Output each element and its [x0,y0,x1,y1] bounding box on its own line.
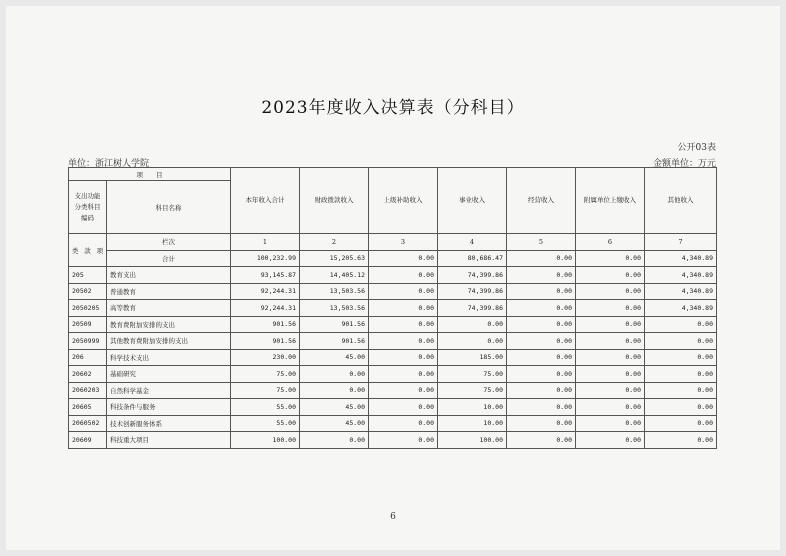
subject-name: 教育支出 [107,267,231,284]
amount-cell: 0.00 [507,316,576,333]
amount-cell: 0.00 [576,415,645,432]
amount-cell: 4,340.89 [645,300,717,317]
amount-cell: 93,145.87 [231,267,300,284]
amount-cell: 0.00 [369,432,438,449]
amount-cell: 0.00 [369,300,438,317]
amount-cell: 901.56 [300,333,369,350]
subject-code: 2060203 [69,382,107,399]
xiang-label: 项 [96,246,104,255]
subject-code: 20609 [69,432,107,449]
total-cell: 0.00 [576,250,645,267]
table-row [69,415,717,432]
amount-cell: 0.00 [576,349,645,366]
amount-cell: 0.00 [576,300,645,317]
amount-cell: 45.00 [300,349,369,366]
unit-label: 单位：浙江树人学院 [68,159,150,169]
subject-name: 普通教育 [107,283,231,300]
table-row [69,283,717,300]
table-row [69,432,717,449]
subject-code: 20605 [69,399,107,416]
amount-cell: 45.00 [300,415,369,432]
table-row [69,349,717,366]
subject-code: 20509 [69,316,107,333]
amount-cell: 0.00 [369,399,438,416]
amount-cell: 10.00 [438,415,507,432]
subject-name: 科学技术支出 [107,349,231,366]
amount-cell: 4,340.89 [645,283,717,300]
col-operating-header: 经营收入 [507,168,576,234]
amount-cell: 45.00 [300,399,369,416]
amount-cell: 0.00 [576,382,645,399]
amount-cell: 0.00 [576,267,645,284]
amount-cell: 230.00 [231,349,300,366]
amount-cell: 10.00 [438,399,507,416]
amount-cell: 0.00 [507,415,576,432]
amount-cell: 0.00 [369,415,438,432]
subject-name: 科技重大项目 [107,432,231,449]
subject-name: 高等教育 [107,300,231,317]
subject-name: 教育费附加安排的支出 [107,316,231,333]
form-code: 公开03表 [677,143,716,153]
amount-cell: 75.00 [231,366,300,383]
col-affiliated-header: 附属单位上缴收入 [576,168,645,234]
amount-cell: 0.00 [645,399,717,416]
amount-cell: 0.00 [507,267,576,284]
amount-cell: 0.00 [507,349,576,366]
col-other-header: 其他收入 [645,168,717,234]
amount-cell: 0.00 [576,316,645,333]
amount-cell: 0.00 [300,382,369,399]
amount-cell: 55.00 [231,399,300,416]
amount-cell: 0.00 [576,432,645,449]
amount-cell: 74,399.86 [438,300,507,317]
amount-cell: 92,244.31 [231,283,300,300]
level-headers [69,234,107,267]
column-index: 5 [507,234,576,251]
amount-cell: 901.56 [231,316,300,333]
amount-cell: 100.00 [231,432,300,449]
row-order-label: 栏次 [107,234,231,251]
page-title: 2023年度收入决算表（分科目） [261,98,525,118]
amount-cell: 0.00 [300,432,369,449]
amount-cell: 13,503.56 [300,283,369,300]
amount-cell: 75.00 [438,382,507,399]
amount-cell: 901.56 [231,333,300,350]
table-row [69,399,717,416]
amount-cell: 901.56 [300,316,369,333]
subject-code: 206 [69,349,107,366]
total-cell: 15,205.63 [300,250,369,267]
amount-cell: 0.00 [576,366,645,383]
column-index: 2 [300,234,369,251]
total-cell: 0.00 [507,250,576,267]
subject-code: 2050999 [69,333,107,350]
subject-name: 其他教育费附加安排的支出 [107,333,231,350]
subject-code: 20602 [69,366,107,383]
amount-cell: 0.00 [645,382,717,399]
amount-cell: 4,340.89 [645,267,717,284]
amount-cell: 0.00 [507,283,576,300]
amount-cell: 0.00 [369,267,438,284]
col-business-header: 事业收入 [438,168,507,234]
amount-cell: 0.00 [576,283,645,300]
amount-cell: 0.00 [645,415,717,432]
column-index: 1 [231,234,300,251]
amount-cell: 0.00 [300,366,369,383]
amount-cell: 0.00 [645,333,717,350]
total-cell: 100,232.99 [231,250,300,267]
amount-cell: 0.00 [576,333,645,350]
amount-cell: 0.00 [507,382,576,399]
amount-cell: 74,399.86 [438,283,507,300]
amount-cell: 0.00 [507,432,576,449]
amount-cell: 0.00 [369,366,438,383]
total-label: 合计 [107,250,231,267]
kuan-label: 款 [84,246,91,255]
table-row [69,366,717,383]
amount-cell: 14,405.12 [300,267,369,284]
table-row [69,382,717,399]
item-header: 项 目 [69,168,231,181]
amount-cell: 0.00 [438,333,507,350]
amount-cell: 75.00 [231,382,300,399]
amount-cell: 100.00 [438,432,507,449]
subject-code: 205 [69,267,107,284]
amount-cell: 0.00 [645,349,717,366]
name-col-header: 科目名称 [107,181,231,234]
column-index: 7 [645,234,717,251]
amount-cell: 0.00 [576,399,645,416]
subject-code: 2060502 [69,415,107,432]
amount-cell: 0.00 [369,333,438,350]
amount-cell: 13,503.56 [300,300,369,317]
amount-cell: 0.00 [369,382,438,399]
amount-unit: 金额单位：万元 [652,159,716,169]
revenue-table [68,167,717,449]
table-row [69,316,717,333]
column-index: 6 [576,234,645,251]
col-total-header: 本年收入合计 [231,168,300,234]
amount-cell: 0.00 [507,366,576,383]
column-index: 4 [438,234,507,251]
total-cell: 4,340.89 [645,250,717,267]
amount-cell: 0.00 [369,316,438,333]
subject-name: 自然科学基金 [107,382,231,399]
total-cell: 80,686.47 [438,250,507,267]
subject-code: 20502 [69,283,107,300]
amount-cell: 0.00 [438,316,507,333]
column-index: 3 [369,234,438,251]
subject-name: 基础研究 [107,366,231,383]
amount-cell: 0.00 [369,283,438,300]
table-row [69,300,717,317]
total-cell: 0.00 [369,250,438,267]
amount-cell: 185.00 [438,349,507,366]
amount-cell: 55.00 [231,415,300,432]
code-col-header: 支出功能分类科目编码 [69,181,107,234]
lei-label: 类 [71,246,79,255]
amount-cell: 0.00 [507,300,576,317]
amount-cell: 92,244.31 [231,300,300,317]
amount-cell: 0.00 [369,349,438,366]
amount-cell: 0.00 [645,316,717,333]
table-row [69,267,717,284]
amount-cell: 0.00 [507,399,576,416]
amount-cell: 74,399.86 [438,267,507,284]
amount-cell: 0.00 [645,366,717,383]
subject-code: 2050205 [69,300,107,317]
subject-name: 技术创新服务体系 [107,415,231,432]
subject-name: 科技条件与服务 [107,399,231,416]
page-number: 6 [390,512,396,522]
col-fiscal-header: 财政拨款收入 [300,168,369,234]
amount-cell: 0.00 [507,333,576,350]
amount-cell: 75.00 [438,366,507,383]
amount-cell: 0.00 [645,432,717,449]
col-subsidy-header: 上级补助收入 [369,168,438,234]
table-row [69,333,717,350]
